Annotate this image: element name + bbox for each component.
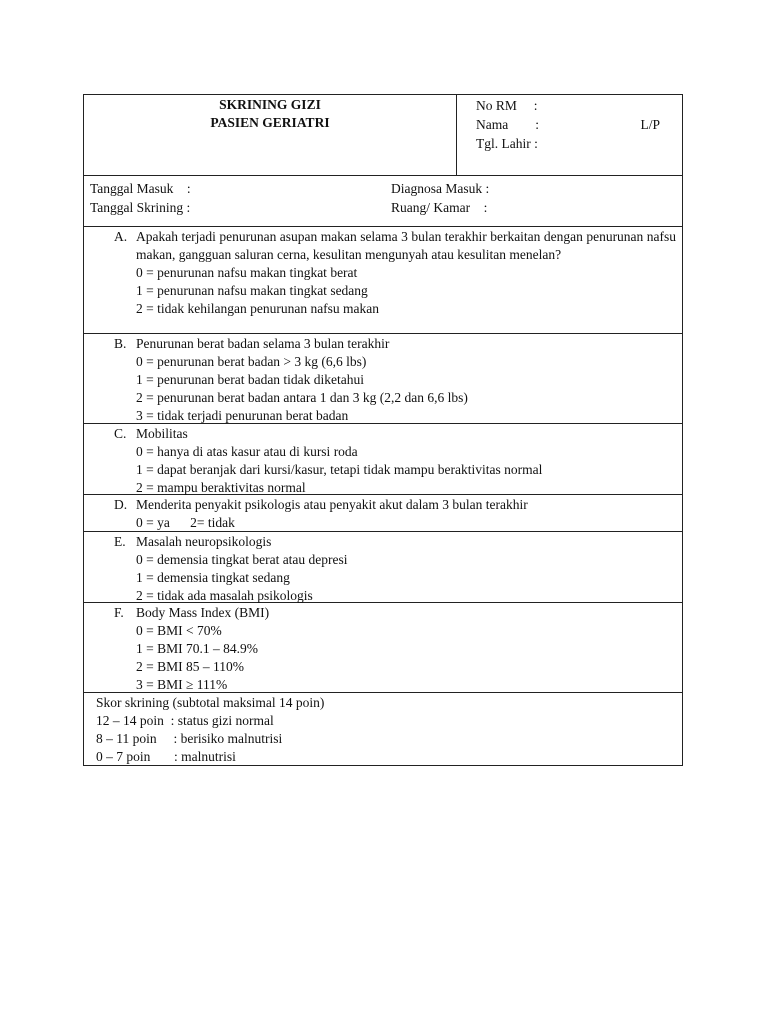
option-item: 2 = tidak ada masalah psikologis	[136, 588, 313, 603]
form-title-line1: SKRINING GIZI	[219, 97, 321, 112]
question-letter: B.	[114, 336, 127, 351]
no-rm-label: No RM :	[476, 98, 538, 113]
diagnosa-masuk-label: Diagnosa Masuk :	[391, 181, 490, 196]
question-text: Apakah terjadi penurunan asupan makan selama 3 bulan terakhir berkaitan dengan penurunan nafsu makan, gangguan saluran cerna, kesulitan mengunyah atau kesulitan menelan?	[136, 229, 676, 262]
form-title	[84, 95, 457, 175]
option-item: 2 = penurunan berat badan antara 1 dan 3 kg (2,2 dan 6,6 lbs)	[136, 390, 468, 405]
tgl-lahir-label: Tgl. Lahir :	[476, 136, 538, 151]
question-text: Masalah neuropsikologis	[136, 534, 272, 549]
score-title: Skor skrining (subtotal maksimal 14 poin)	[96, 695, 325, 710]
admission-info	[84, 176, 682, 227]
option-item: 0 = demensia tingkat berat atau depresi	[136, 552, 348, 567]
question-text: Menderita penyakit psikologis atau penyakit akut dalam 3 bulan terakhir	[136, 497, 528, 512]
score-line: 12 – 14 poin : status gizi normal	[96, 713, 274, 728]
form-title-line2: PASIEN GERIATRI	[210, 115, 330, 130]
option-item: 1 = dapat beranjak dari kursi/kasur, tetapi tidak mampu beraktivitas normal	[136, 462, 543, 477]
gender-label: L/P	[640, 117, 660, 132]
option-item: 0 = hanya di atas kasur atau di kursi roda	[136, 444, 358, 459]
question-a	[84, 227, 682, 334]
score-section	[84, 693, 682, 765]
question-b	[84, 334, 682, 424]
score-line: 8 – 11 poin : berisiko malnutrisi	[96, 731, 283, 746]
question-f	[84, 603, 682, 693]
question-letter: C.	[114, 426, 127, 441]
option-item: 1 = penurunan nafsu makan tingkat sedang	[136, 283, 368, 298]
question-letter: A.	[114, 229, 128, 244]
option-item: 2 = tidak kehilangan penurunan nafsu makan	[136, 301, 380, 316]
question-text: Penurunan berat badan selama 3 bulan terakhir	[136, 336, 390, 351]
nama-label: Nama :	[476, 117, 539, 132]
tanggal-masuk-label: Tanggal Masuk :	[90, 181, 191, 196]
patient-id-cell	[457, 95, 682, 175]
question-e	[84, 532, 682, 603]
tanggal-skrining-label: Tanggal Skrining :	[90, 200, 191, 215]
question-d	[84, 495, 682, 532]
option-item: 0 = penurunan nafsu makan tingkat berat	[136, 265, 358, 280]
option-item: 0 = BMI < 70%	[136, 623, 222, 638]
option-item: 2 = mampu beraktivitas normal	[136, 480, 306, 495]
option-item: 3 = tidak terjadi penurunan berat badan	[136, 408, 349, 423]
option-item: 1 = penurunan berat badan tidak diketahui	[136, 372, 365, 387]
option-item: 0 = ya 2= tidak	[136, 515, 235, 530]
question-letter: D.	[114, 497, 128, 512]
option-item: 1 = demensia tingkat sedang	[136, 570, 290, 585]
question-letter: E.	[114, 534, 126, 549]
question-text: Mobilitas	[136, 426, 188, 441]
question-text: Body Mass Index (BMI)	[136, 605, 270, 620]
option-item: 3 = BMI ≥ 111%	[136, 677, 228, 692]
ruang-kamar-label: Ruang/ Kamar :	[391, 200, 488, 215]
question-c	[84, 424, 682, 495]
option-item: 0 = penurunan berat badan > 3 kg (6,6 lbs)	[136, 354, 367, 369]
question-letter: F.	[114, 605, 124, 620]
option-item: 2 = BMI 85 – 110%	[136, 659, 244, 674]
score-line: 0 – 7 poin : malnutrisi	[96, 749, 236, 764]
form-header	[84, 95, 682, 176]
screening-form	[83, 94, 683, 766]
option-item: 1 = BMI 70.1 – 84.9%	[136, 641, 258, 656]
